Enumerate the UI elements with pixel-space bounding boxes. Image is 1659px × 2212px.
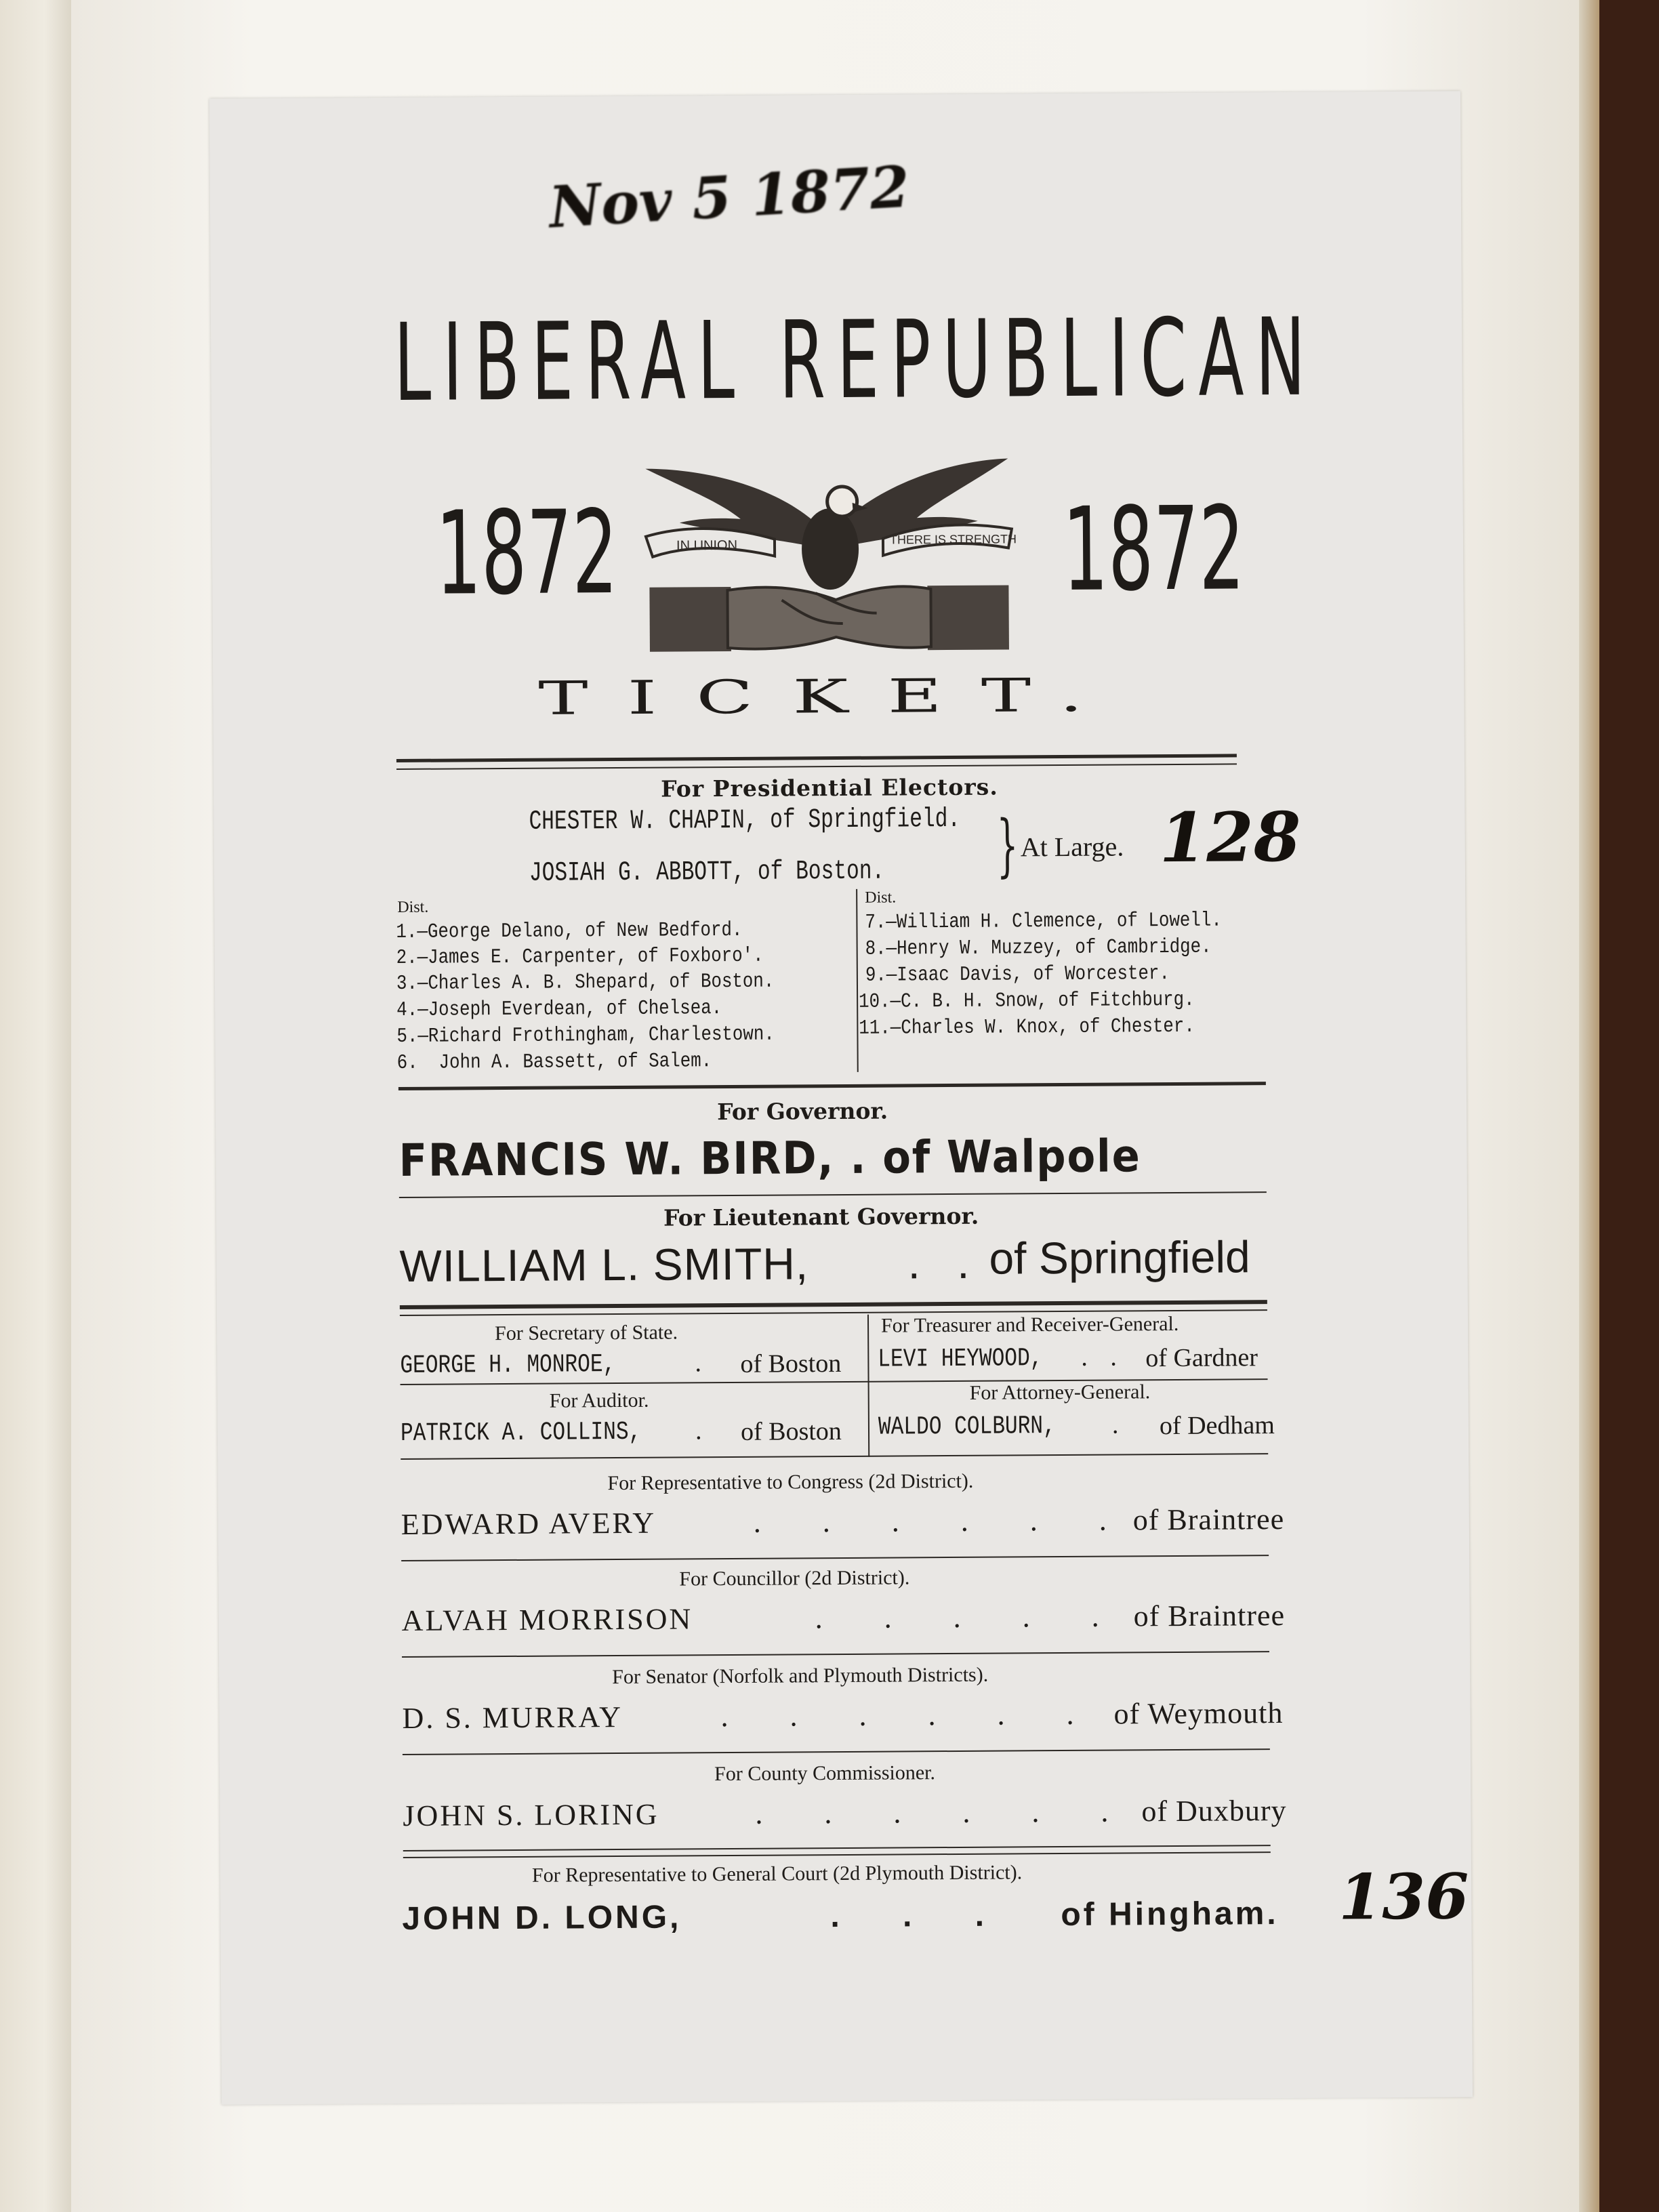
divider bbox=[401, 1453, 1268, 1460]
lt-governor-candidate: WILLIAM L. SMITH, bbox=[399, 1238, 809, 1291]
clasped-hands-icon bbox=[727, 586, 931, 649]
elector-district-3: 3.—Charles A. B. Shepard, of Boston. bbox=[396, 970, 775, 996]
ticket-subtitle: TICKET. bbox=[538, 668, 1123, 726]
councillor-candidate: ALVAH MORRISON bbox=[401, 1602, 693, 1637]
general-court-town: of Hingham. bbox=[1061, 1896, 1279, 1933]
divider bbox=[396, 763, 1237, 770]
councillor-heading: For Councillor (2d District). bbox=[679, 1566, 910, 1591]
councillor-town: of Braintree bbox=[1133, 1599, 1286, 1633]
divider bbox=[402, 1651, 1269, 1658]
commissioner-dots: . . . . . . bbox=[755, 1795, 1136, 1830]
treasurer-heading: For Treasurer and Receiver-General. bbox=[880, 1312, 1179, 1337]
lt-governor-dots: . . bbox=[907, 1237, 982, 1288]
senator-town: of Weymouth bbox=[1113, 1696, 1284, 1731]
divider bbox=[399, 1191, 1267, 1198]
divider bbox=[398, 1082, 1266, 1090]
commissioner-heading: For County Commissioner. bbox=[714, 1761, 936, 1786]
at-large-label: At Large. bbox=[1020, 831, 1124, 863]
commissioner-candidate: JOHN S. LORING bbox=[403, 1797, 659, 1832]
auditor-dot: . bbox=[695, 1416, 702, 1446]
elector-district-10: 10.—C. B. H. Snow, of Fitchburg. bbox=[859, 988, 1195, 1014]
divider bbox=[401, 1555, 1269, 1561]
elector-district-9: 9.—Isaac Davis, of Worcester. bbox=[865, 962, 1170, 987]
elector-district-1: 1.—George Delano, of New Bedford. bbox=[396, 918, 743, 945]
handwritten-mark-136: 136 bbox=[1338, 1860, 1469, 1934]
general-court-heading: For Representative to General Court (2d Plymouth District). bbox=[531, 1861, 1023, 1887]
secretary-dot: . bbox=[695, 1349, 702, 1378]
governor-candidate: FRANCIS W. BIRD, . of Walpole bbox=[398, 1130, 1141, 1187]
treasurer-dots: . . bbox=[1081, 1343, 1125, 1372]
attorney-heading: For Attorney-General. bbox=[969, 1380, 1151, 1404]
elector-at-large-2: JOSIAH G. ABBOTT, of Boston. bbox=[529, 856, 885, 889]
year-right: 1872 bbox=[1062, 482, 1245, 617]
attorney-dot: . bbox=[1111, 1410, 1119, 1439]
ticket-title: LIBERAL REPUBLICAN bbox=[393, 295, 1317, 426]
sleeve-left-icon bbox=[649, 587, 731, 652]
ballot-ticket bbox=[209, 91, 1473, 2104]
eagle-head-icon bbox=[827, 487, 857, 516]
auditor-town: of Boston bbox=[740, 1417, 842, 1446]
congress-heading: For Representative to Congress (2d District). bbox=[607, 1469, 974, 1495]
year-left: 1872 bbox=[435, 486, 618, 621]
treasurer-town: of Gardner bbox=[1145, 1343, 1258, 1373]
officers-column-divider bbox=[867, 1315, 869, 1457]
handwritten-mark-128: 128 bbox=[1159, 796, 1301, 878]
attorney-candidate: WALDO COLBURN, bbox=[878, 1412, 1056, 1442]
divider bbox=[396, 754, 1237, 762]
dist-label-left: Dist. bbox=[397, 898, 429, 916]
elector-district-5: 5.—Richard Frothingham, Charlestown. bbox=[396, 1023, 775, 1049]
elector-district-2: 2.—James E. Carpenter, of Foxboro'. bbox=[396, 944, 764, 970]
brace: } bbox=[996, 805, 1019, 885]
councillor-dots: . . . . . bbox=[815, 1599, 1126, 1635]
divider bbox=[403, 1748, 1270, 1755]
elector-district-4: 4.—Joseph Everdean, of Chelsea. bbox=[396, 997, 722, 1023]
elector-district-8: 8.—Henry W. Muzzey, of Cambridge. bbox=[865, 935, 1212, 961]
elector-district-11: 11.—Charles W. Knox, of Chester. bbox=[859, 1015, 1195, 1040]
attorney-town: of Dedham bbox=[1159, 1411, 1275, 1441]
treasurer-candidate: LEVI HEYWOOD, bbox=[878, 1344, 1043, 1374]
congress-candidate: EDWARD AVERY bbox=[401, 1506, 657, 1541]
motto-right: THERE IS STRENGTH bbox=[889, 532, 1017, 547]
elector-at-large-1: CHESTER W. CHAPIN, of Springfield. bbox=[529, 804, 961, 838]
motto-left: IN UNION bbox=[676, 537, 738, 554]
elector-district-7: 7.—William H. Clemence, of Lowell. bbox=[865, 909, 1222, 935]
eagle-body-icon bbox=[802, 508, 859, 590]
lt-governor-town: of Springfield bbox=[989, 1231, 1250, 1284]
divider bbox=[400, 1300, 1267, 1309]
lt-governor-heading: For Lieutenant Governor. bbox=[663, 1202, 979, 1231]
sleeve-right-icon bbox=[927, 585, 1009, 650]
electors-heading: For Presidential Electors. bbox=[661, 773, 998, 802]
general-court-dots: . . . bbox=[830, 1897, 1012, 1935]
handwritten-date: Nov 5 1872 bbox=[547, 152, 912, 241]
secretary-town: of Boston bbox=[740, 1349, 842, 1378]
secretary-candidate: GEORGE H. MONROE, bbox=[400, 1350, 616, 1380]
auditor-heading: For Auditor. bbox=[549, 1389, 649, 1412]
commissioner-town: of Duxbury bbox=[1141, 1794, 1287, 1828]
elector-district-6: 6. John A. Bassett, of Salem. bbox=[396, 1050, 712, 1076]
congress-dots: . . . . . . bbox=[753, 1503, 1134, 1539]
book-edge bbox=[1579, 0, 1599, 2212]
secretary-heading: For Secretary of State. bbox=[495, 1321, 678, 1345]
congress-town: of Braintree bbox=[1132, 1502, 1285, 1537]
electors-column-divider bbox=[856, 889, 859, 1072]
senator-candidate: D. S. MURRAY bbox=[402, 1700, 623, 1735]
book-left-page bbox=[0, 0, 77, 2212]
divider bbox=[403, 1851, 1271, 1858]
governor-heading: For Governor. bbox=[717, 1097, 888, 1126]
divider bbox=[403, 1845, 1271, 1851]
eagle-handshake-emblem bbox=[638, 453, 1019, 665]
senator-heading: For Senator (Norfolk and Plymouth Districts). bbox=[612, 1663, 989, 1689]
auditor-candidate: PATRICK A. COLLINS, bbox=[400, 1417, 642, 1448]
dist-label-right: Dist. bbox=[865, 888, 897, 907]
general-court-candidate: JOHN D. LONG, bbox=[402, 1899, 682, 1937]
senator-dots: . . . . . . bbox=[720, 1697, 1101, 1734]
